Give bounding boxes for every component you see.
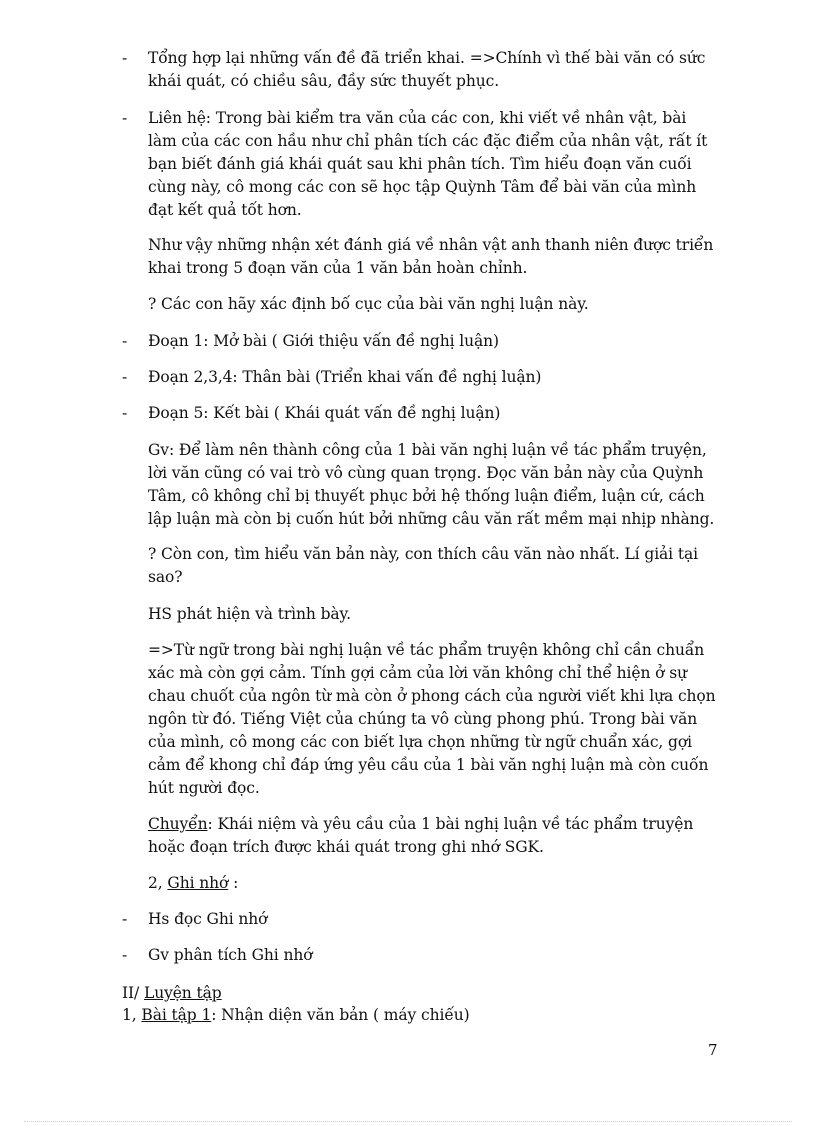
exercise-label: Bài tập 1 bbox=[141, 1006, 212, 1024]
list-item-summary: Tổng hợp lại những vấn đề đã triển khai. =>Chính vì thế bài văn có sức khái quát, có chiều sâu, đầy sức thuyết phục. bbox=[148, 49, 706, 90]
list-dash: - bbox=[122, 49, 128, 67]
paragraph-summary: Như vậy những nhận xét đánh giá về nhân vật anh thanh niên được triển khai trong 5 đoạn văn của 1 văn bản hoàn chỉnh. bbox=[148, 236, 714, 277]
list-item-body: Đoạn 2,3,4: Thân bài (Triển khai vấn đề nghị luận) bbox=[148, 368, 542, 386]
list-dash: - bbox=[122, 404, 128, 422]
heading-number: 2, bbox=[148, 874, 168, 892]
exercise-number: 1, bbox=[122, 1006, 142, 1024]
list-dash: - bbox=[122, 332, 128, 350]
heading-label: Ghi nhớ bbox=[167, 874, 229, 892]
section-heading-practice bbox=[122, 982, 722, 1005]
section-number: II/ bbox=[122, 984, 144, 1002]
list-item-connection: Liên hệ: Trong bài kiểm tra văn của các con, khi viết về nhân vật, bài làm của các con hầu như chỉ phân tích các đặc điểm của nhân vật, rất ít bạn biết đánh giá khái quát sau khi phân tích. Tìm hiểu đoạn văn cuối cùng này, cô mong các con sẽ học tập Quỳnh Tâm để bài văn của mình đạt kết quả tốt hơn. bbox=[148, 109, 708, 219]
question-favorite-sentence: ? Còn con, tìm hiểu văn bản này, con thích câu văn nào nhất. Lí giải tại sao? bbox=[148, 545, 698, 586]
list-item-analyze: Gv phân tích Ghi nhớ bbox=[148, 946, 313, 964]
section-label: Luyện tập bbox=[144, 984, 222, 1002]
list-dash: - bbox=[122, 109, 128, 127]
exercise-heading bbox=[122, 1004, 722, 1027]
list-item-read: Hs đọc Ghi nhớ bbox=[148, 910, 268, 928]
page-number: 7 bbox=[708, 1041, 718, 1059]
question-structure: ? Các con hãy xác định bố cục của bài văn nghị luận này. bbox=[148, 295, 589, 313]
heading-remember bbox=[148, 872, 718, 895]
paragraph-transition bbox=[148, 813, 718, 859]
list-dash: - bbox=[122, 946, 128, 964]
exercise-text: : Nhận diện văn bản ( máy chiếu) bbox=[211, 1006, 470, 1024]
transition-label: Chuyển bbox=[148, 815, 208, 833]
list-item-conclusion: Đoạn 5: Kết bài ( Khái quát vấn đề nghị luận) bbox=[148, 404, 501, 422]
heading-suffix: : bbox=[228, 874, 239, 892]
transition-text: : Khái niệm và yêu cầu của 1 bài nghị luận về tác phẩm truyện hoặc đoạn trích được khái quát trong ghi nhớ SGK. bbox=[148, 815, 694, 856]
paragraph-wording: =>Từ ngữ trong bài nghị luận về tác phẩm truyện không chỉ cần chuẩn xác mà còn gợi cảm. Tính gợi cảm của lời văn không chỉ thể hiện ở sự chau chuốt của ngôn từ mà còn ở phong cách của người viết khi lựa chọn ngôn từ đó. Tiếng Việt của chúng ta vô cùng phong phú. Trong bài văn của mình, cô mong các con biết lựa chọn những từ ngữ chuẩn xác, gợi cảm để khong chỉ đáp ứng yêu cầu của 1 bài văn nghị luận mà còn cuốn hút người đọc. bbox=[148, 641, 716, 797]
paragraph-teacher: Gv: Để làm nên thành công của 1 bài văn nghị luận về tác phẩm truyện, lời văn cũng có vai trò vô cùng quan trọng. Đọc văn bản này của Quỳnh Tâm, cô không chỉ bị thuyết phục bởi hệ thống luận điểm, luận cứ, cách lập luận mà còn bị cuốn hút bởi những câu văn rất mềm mại nhịp nhàng. bbox=[148, 441, 715, 528]
list-dash: - bbox=[122, 368, 128, 386]
list-item-intro: Đoạn 1: Mở bài ( Giới thiệu vấn đề nghị luận) bbox=[148, 332, 499, 350]
paragraph-student: HS phát hiện và trình bày. bbox=[148, 605, 351, 623]
page-bottom-divider bbox=[24, 1121, 792, 1122]
list-dash: - bbox=[122, 910, 128, 928]
